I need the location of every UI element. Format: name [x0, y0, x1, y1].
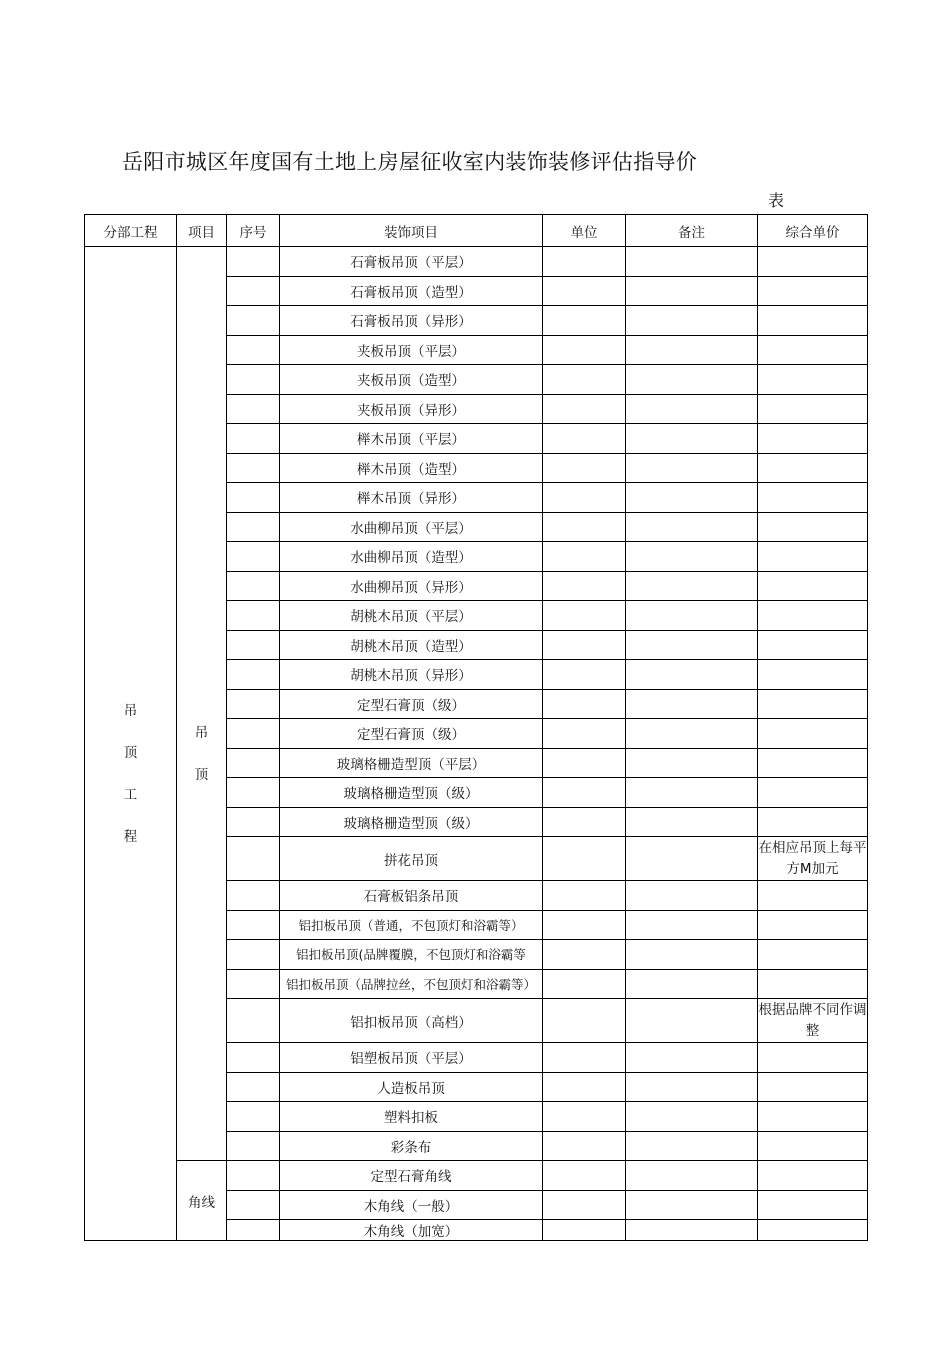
item-name-cell: 石膏板吊顶（异形）: [280, 306, 543, 336]
serial-cell: [227, 247, 280, 277]
serial-cell: [227, 1161, 280, 1191]
remark-cell: [626, 778, 758, 808]
remark-cell: [626, 276, 758, 306]
item-name-cell: 铝扣板吊顶（高档）: [280, 999, 543, 1043]
price-cell: [758, 512, 868, 542]
serial-cell: [227, 483, 280, 513]
division-cell: 吊 顶 工 程: [85, 247, 177, 1241]
price-cell: [758, 1072, 868, 1102]
item-name-cell: 玻璃格栅造型顶（级）: [280, 778, 543, 808]
header-division: 分部工程: [85, 215, 177, 247]
serial-cell: [227, 999, 280, 1043]
item-name-cell: 玻璃格栅造型顶（平层）: [280, 748, 543, 778]
remark-cell: [626, 542, 758, 572]
price-cell: [758, 453, 868, 483]
unit-cell: [543, 940, 626, 970]
table-row: [85, 1161, 868, 1191]
item-name-cell: 铝扣板吊顶(品牌覆膜，不包顶灯和浴霸等: [280, 940, 543, 970]
unit-cell: [543, 247, 626, 277]
price-cell: [758, 940, 868, 970]
item-name-cell: 石膏板吊顶（平层）: [280, 247, 543, 277]
serial-cell: [227, 969, 280, 999]
item-name-cell: 人造板吊顶: [280, 1072, 543, 1102]
remark-cell: [626, 1043, 758, 1073]
item-name-cell: 榉木吊顶（造型）: [280, 453, 543, 483]
serial-cell: [227, 571, 280, 601]
unit-cell: [543, 453, 626, 483]
price-cell: [758, 630, 868, 660]
serial-cell: [227, 1220, 280, 1241]
price-cell: [758, 969, 868, 999]
price-cell: [758, 778, 868, 808]
price-cell: [758, 881, 868, 911]
serial-cell: [227, 1043, 280, 1073]
item-name-cell: 定型石膏角线: [280, 1161, 543, 1191]
remark-cell: [626, 365, 758, 395]
unit-cell: [543, 276, 626, 306]
serial-cell: [227, 881, 280, 911]
serial-cell: [227, 276, 280, 306]
item-name-cell: 石膏板铝条吊顶: [280, 881, 543, 911]
serial-cell: [227, 778, 280, 808]
price-cell: [758, 424, 868, 454]
unit-cell: [543, 1102, 626, 1132]
table-label: 表: [768, 191, 785, 210]
header-item: 装饰项目: [280, 215, 543, 247]
item-name-cell: 水曲柳吊顶（造型）: [280, 542, 543, 572]
unit-cell: [543, 660, 626, 690]
unit-cell: [543, 778, 626, 808]
price-cell: [758, 571, 868, 601]
price-cell: 在相应吊顶上每平方M加元: [758, 837, 868, 881]
price-cell: [758, 335, 868, 365]
price-cell: [758, 1220, 868, 1241]
item-name-cell: 铝塑板吊顶（平层）: [280, 1043, 543, 1073]
remark-cell: [626, 999, 758, 1043]
unit-cell: [543, 512, 626, 542]
unit-cell: [543, 719, 626, 749]
item-name-cell: 彩条布: [280, 1131, 543, 1161]
remark-cell: [626, 881, 758, 911]
serial-cell: [227, 424, 280, 454]
item-name-cell: 胡桃木吊顶（平层）: [280, 601, 543, 631]
unit-cell: [543, 483, 626, 513]
header-remark: 备注: [626, 215, 758, 247]
document-title: 岳阳市城区年度国有土地上房屋征收室内装饰装修评估指导价: [122, 150, 698, 174]
remark-cell: [626, 630, 758, 660]
serial-cell: [227, 807, 280, 837]
item-name-cell: 铝扣板吊顶（普通，不包顶灯和浴霸等）: [280, 910, 543, 940]
remark-cell: [626, 940, 758, 970]
remark-cell: [626, 394, 758, 424]
item-name-cell: 水曲柳吊顶（异形）: [280, 571, 543, 601]
price-cell: [758, 807, 868, 837]
item-name-cell: 木角线（一般）: [280, 1190, 543, 1220]
remark-cell: [626, 748, 758, 778]
price-cell: [758, 689, 868, 719]
remark-cell: [626, 601, 758, 631]
serial-cell: [227, 630, 280, 660]
serial-cell: [227, 689, 280, 719]
unit-cell: [543, 1190, 626, 1220]
remark-cell: [626, 453, 758, 483]
header-price: 综合单价: [758, 215, 868, 247]
remark-cell: [626, 660, 758, 690]
remark-cell: [626, 1102, 758, 1132]
serial-cell: [227, 1102, 280, 1132]
remark-cell: [626, 306, 758, 336]
unit-cell: [543, 999, 626, 1043]
unit-cell: [543, 1220, 626, 1241]
item-name-cell: 木角线（加宽）: [280, 1220, 543, 1241]
serial-cell: [227, 748, 280, 778]
serial-cell: [227, 719, 280, 749]
unit-cell: [543, 837, 626, 881]
price-cell: [758, 910, 868, 940]
price-cell: [758, 394, 868, 424]
serial-cell: [227, 837, 280, 881]
unit-cell: [543, 969, 626, 999]
serial-cell: [227, 1190, 280, 1220]
serial-cell: [227, 542, 280, 572]
item-name-cell: 胡桃木吊顶（造型）: [280, 630, 543, 660]
serial-cell: [227, 1131, 280, 1161]
unit-cell: [543, 1161, 626, 1191]
unit-cell: [543, 689, 626, 719]
price-table: [84, 214, 868, 1241]
serial-cell: [227, 335, 280, 365]
remark-cell: [626, 969, 758, 999]
remark-cell: [626, 512, 758, 542]
price-cell: [758, 748, 868, 778]
price-cell: [758, 1131, 868, 1161]
price-cell: [758, 247, 868, 277]
remark-cell: [626, 807, 758, 837]
serial-cell: [227, 394, 280, 424]
remark-cell: [626, 1131, 758, 1161]
remark-cell: [626, 247, 758, 277]
remark-cell: [626, 335, 758, 365]
remark-cell: [626, 719, 758, 749]
price-cell: 根据品牌不同作调整: [758, 999, 868, 1043]
item-name-cell: 塑料扣板: [280, 1102, 543, 1132]
unit-cell: [543, 335, 626, 365]
serial-cell: [227, 453, 280, 483]
unit-cell: [543, 630, 626, 660]
table-body: [85, 247, 868, 1241]
item-name-cell: 榉木吊顶（异形）: [280, 483, 543, 513]
serial-cell: [227, 910, 280, 940]
item-name-cell: 铝扣板吊顶（品牌拉丝，不包顶灯和浴霸等）: [280, 969, 543, 999]
serial-cell: [227, 940, 280, 970]
item-name-cell: 石膏板吊顶（造型）: [280, 276, 543, 306]
unit-cell: [543, 1043, 626, 1073]
project-cell-molding: 角线: [177, 1161, 227, 1241]
serial-cell: [227, 601, 280, 631]
price-cell: [758, 1190, 868, 1220]
price-cell: [758, 660, 868, 690]
price-cell: [758, 601, 868, 631]
serial-cell: [227, 365, 280, 395]
price-cell: [758, 276, 868, 306]
price-cell: [758, 365, 868, 395]
remark-cell: [626, 689, 758, 719]
remark-cell: [626, 571, 758, 601]
table-row: [85, 247, 868, 277]
unit-cell: [543, 394, 626, 424]
item-name-cell: 夹板吊顶（平层）: [280, 335, 543, 365]
header-serial: 序号: [227, 215, 280, 247]
item-name-cell: 定型石膏顶（级）: [280, 689, 543, 719]
remark-cell: [626, 483, 758, 513]
price-cell: [758, 719, 868, 749]
serial-cell: [227, 512, 280, 542]
item-name-cell: 拼花吊顶: [280, 837, 543, 881]
unit-cell: [543, 1131, 626, 1161]
remark-cell: [626, 837, 758, 881]
remark-cell: [626, 910, 758, 940]
unit-cell: [543, 807, 626, 837]
unit-cell: [543, 424, 626, 454]
serial-cell: [227, 306, 280, 336]
remark-cell: [626, 1220, 758, 1241]
header-unit: 单位: [543, 215, 626, 247]
unit-cell: [543, 306, 626, 336]
item-name-cell: 榉木吊顶（平层）: [280, 424, 543, 454]
item-name-cell: 水曲柳吊顶（平层）: [280, 512, 543, 542]
unit-cell: [543, 571, 626, 601]
item-name-cell: 胡桃木吊顶（异形）: [280, 660, 543, 690]
price-cell: [758, 542, 868, 572]
unit-cell: [543, 910, 626, 940]
remark-cell: [626, 424, 758, 454]
unit-cell: [543, 542, 626, 572]
price-cell: [758, 1102, 868, 1132]
unit-cell: [543, 881, 626, 911]
header-row: [85, 215, 868, 247]
price-cell: [758, 1161, 868, 1191]
unit-cell: [543, 748, 626, 778]
item-name-cell: 夹板吊顶（异形）: [280, 394, 543, 424]
remark-cell: [626, 1190, 758, 1220]
item-name-cell: 玻璃格栅造型顶（级）: [280, 807, 543, 837]
price-cell: [758, 1043, 868, 1073]
remark-cell: [626, 1072, 758, 1102]
remark-cell: [626, 1161, 758, 1191]
item-name-cell: 夹板吊顶（造型）: [280, 365, 543, 395]
project-cell-ceiling: 吊 顶: [177, 247, 227, 1161]
serial-cell: [227, 1072, 280, 1102]
unit-cell: [543, 365, 626, 395]
unit-cell: [543, 601, 626, 631]
serial-cell: [227, 660, 280, 690]
item-name-cell: 定型石膏顶（级）: [280, 719, 543, 749]
price-cell: [758, 306, 868, 336]
unit-cell: [543, 1072, 626, 1102]
price-cell: [758, 483, 868, 513]
header-project: 项目: [177, 215, 227, 247]
